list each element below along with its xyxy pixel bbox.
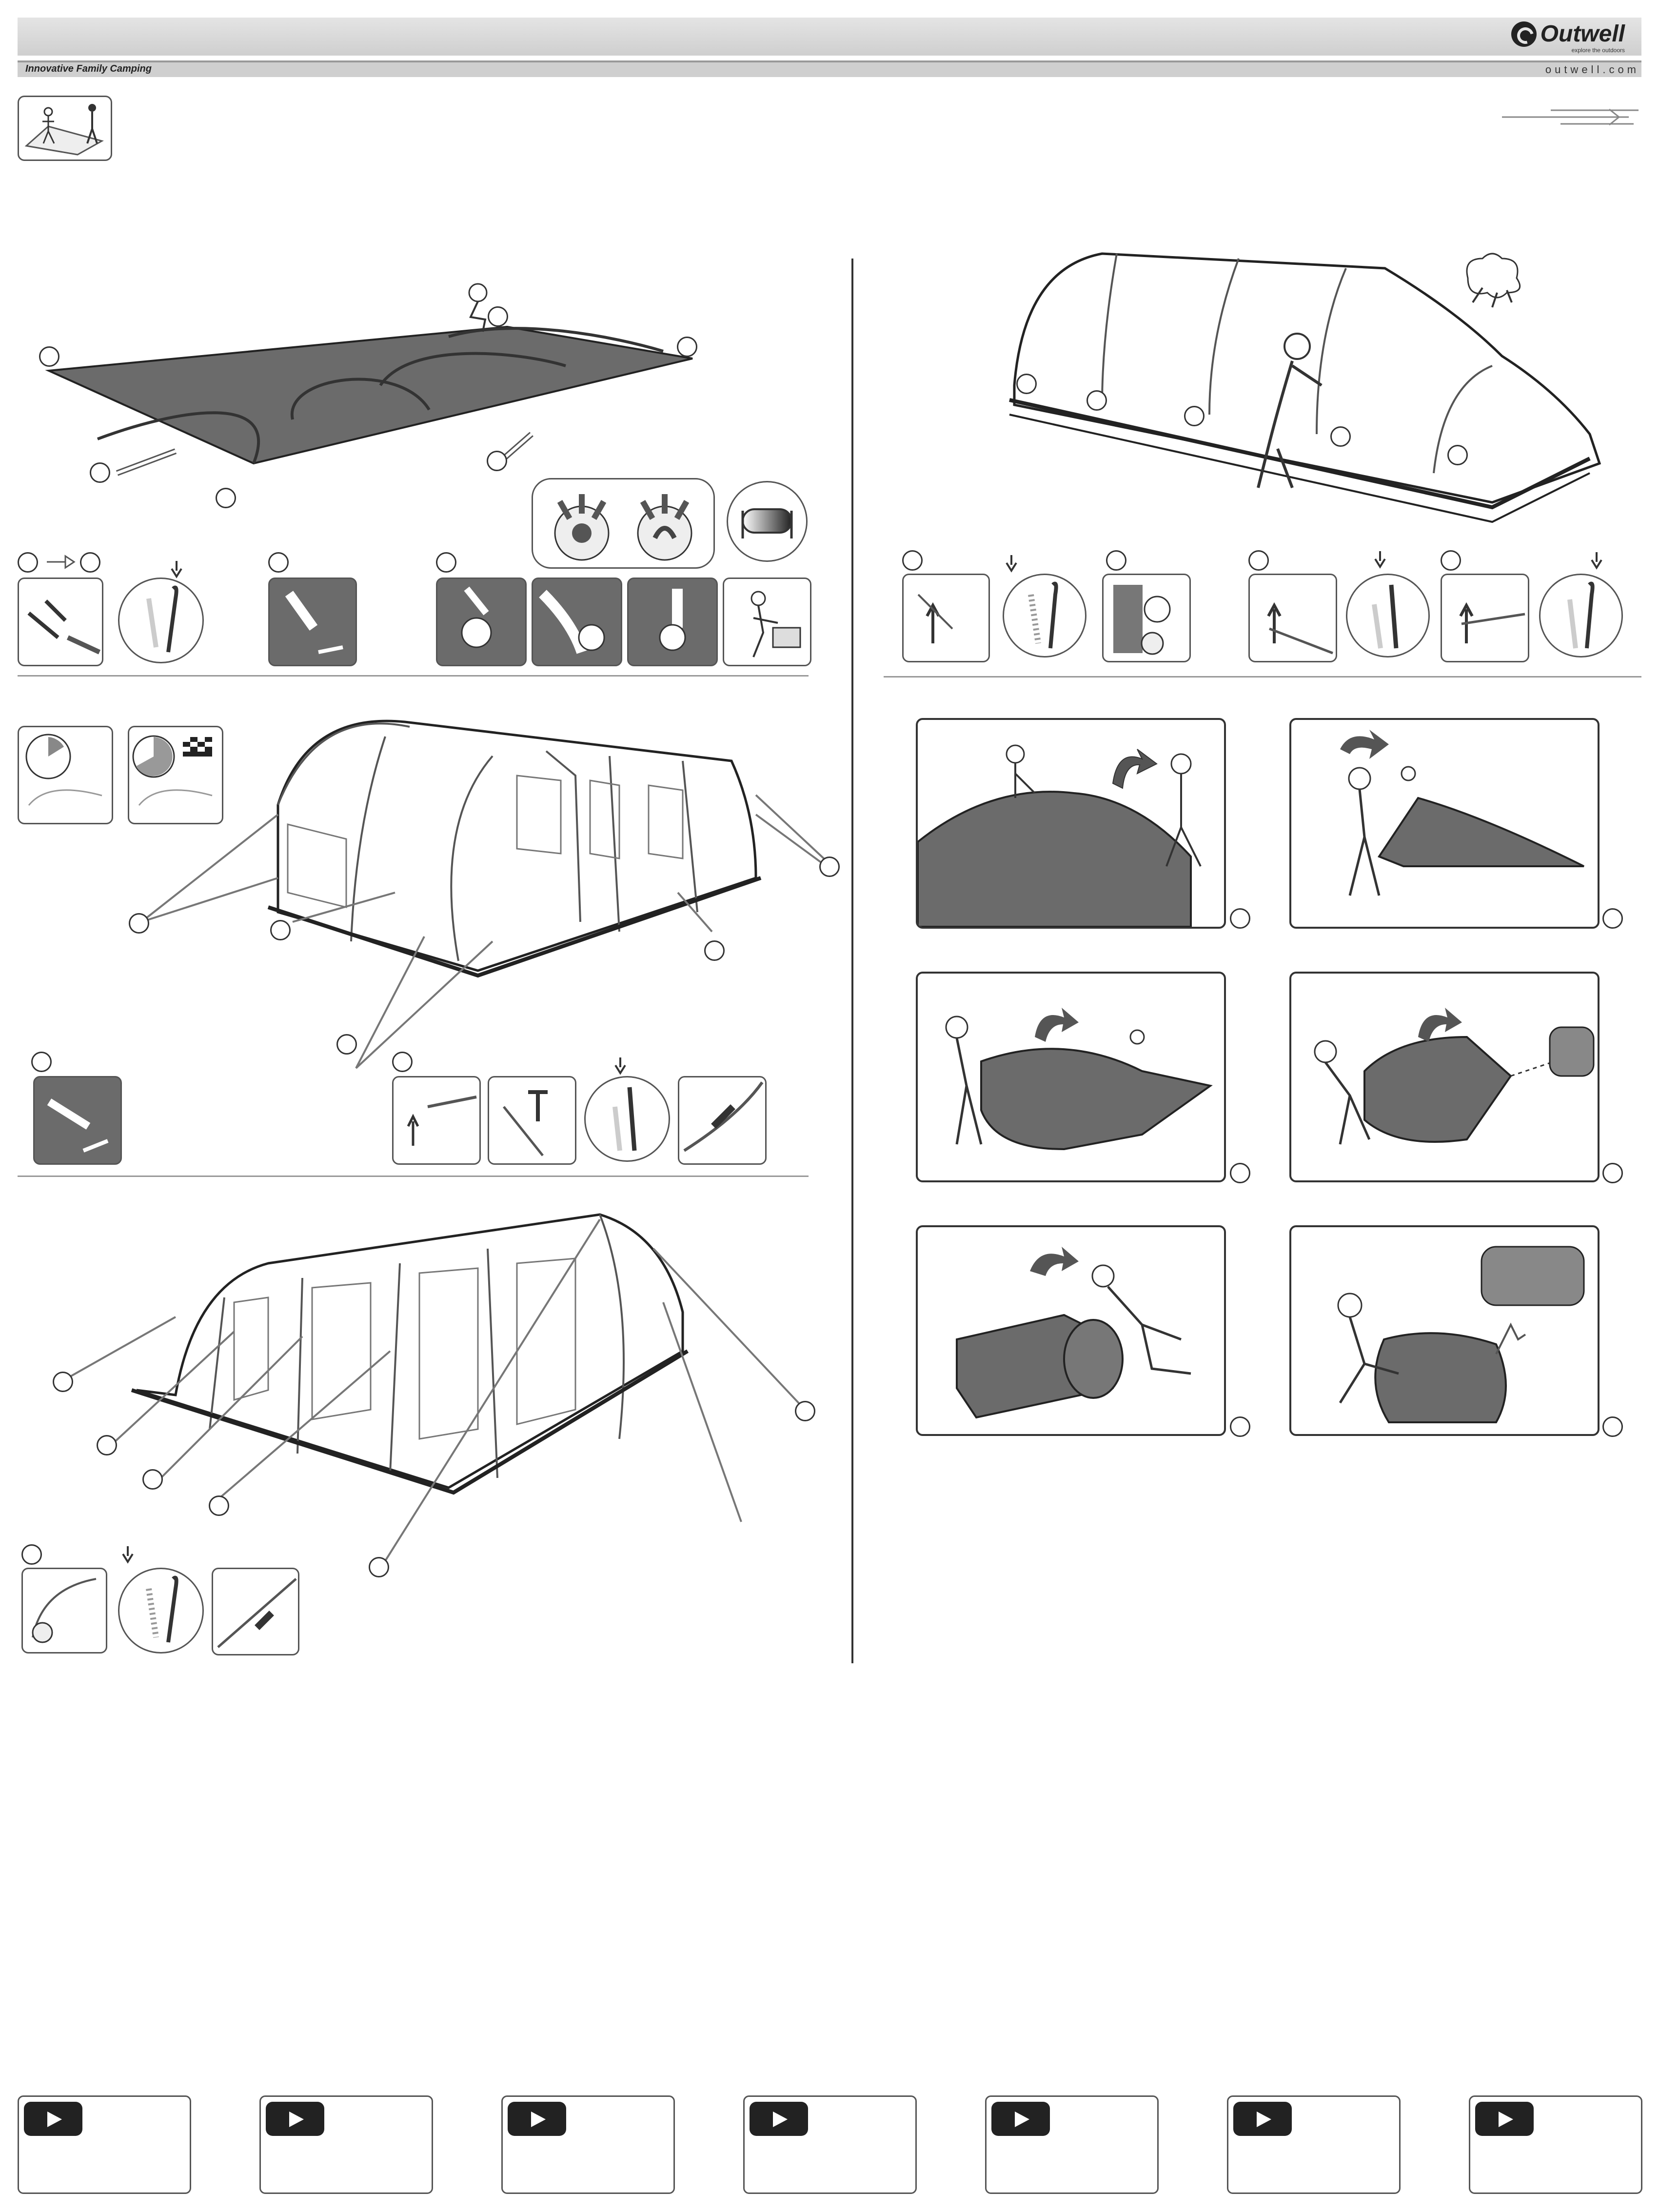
step-number-marker [902, 550, 923, 571]
tagline: Innovative Family Camping [25, 63, 152, 74]
packing-step-panel [1289, 972, 1600, 1182]
valve-icon [627, 578, 718, 666]
step-number-marker [268, 552, 289, 573]
guyline-release-icon [1248, 574, 1337, 662]
step-number-marker [53, 1372, 73, 1392]
peg-icon [1003, 574, 1086, 658]
packing-step-panel [916, 972, 1226, 1182]
header-bar [18, 18, 1641, 59]
step-number-marker [1602, 1163, 1623, 1183]
column-divider [851, 259, 853, 1663]
peg-icon [584, 1076, 670, 1162]
step-number-marker [392, 1052, 413, 1072]
zip-icon [33, 1076, 122, 1165]
video-link-6[interactable] [1227, 2095, 1401, 2194]
play-icon[interactable] [1233, 2102, 1292, 2136]
step-number-marker [21, 1544, 42, 1565]
step-number-marker [1447, 445, 1468, 465]
step-number-marker [1230, 908, 1250, 929]
step-number-marker [216, 488, 236, 508]
valve-icon [436, 578, 527, 666]
sub-header-bar [18, 62, 1641, 77]
guyline-adjuster-icon [212, 1568, 299, 1655]
valve-icon [1102, 574, 1191, 662]
step-number-marker [31, 1052, 52, 1072]
play-icon[interactable] [750, 2102, 808, 2136]
step-number-marker [39, 346, 59, 367]
step-number-marker [1086, 390, 1107, 411]
step-number-marker [270, 920, 291, 940]
brand-name: Outwell [1540, 21, 1625, 47]
step-number-marker [1230, 1163, 1250, 1183]
guyline-icon [392, 1076, 481, 1165]
step-number-marker [488, 306, 508, 327]
packing-step-panel [1289, 1225, 1600, 1436]
step-number-marker [795, 1401, 815, 1421]
tent-rear-illustration [49, 1205, 829, 1575]
decorative-swoosh-icon [1502, 102, 1639, 132]
video-link-3[interactable] [501, 2095, 675, 2194]
peg-icon [118, 1568, 204, 1654]
hammer-icon [488, 1076, 576, 1165]
step-number-marker [1230, 1416, 1250, 1437]
tension-strap-icon [678, 1076, 767, 1165]
section-divider [18, 675, 809, 677]
zip-icon [268, 578, 357, 666]
valve-icon [532, 478, 715, 569]
step-number-marker [142, 1469, 163, 1490]
step-number-marker [129, 913, 149, 934]
step-number-marker [369, 1557, 389, 1577]
pitch-site-icon [18, 96, 112, 161]
step-number-marker [436, 552, 456, 573]
play-icon[interactable] [266, 2102, 324, 2136]
pump-hose-icon [532, 578, 622, 666]
step-number-marker [1184, 406, 1205, 426]
step-number-marker [1248, 550, 1269, 571]
step-number-marker [1602, 908, 1623, 929]
website-url[interactable]: outwell.com [1545, 63, 1639, 76]
groundsheet-illustration [29, 263, 712, 507]
clock-icon [18, 726, 113, 824]
step-number-marker [336, 1034, 357, 1055]
section-divider [18, 1176, 809, 1177]
video-link-7[interactable] [1469, 2095, 1642, 2194]
packing-step-panel [916, 1225, 1226, 1436]
step-number-marker [18, 552, 38, 573]
packing-step-panel [1289, 718, 1600, 929]
step-number-marker [97, 1435, 117, 1455]
section-divider [884, 676, 1641, 678]
step-number-marker [209, 1495, 229, 1516]
video-link-4[interactable] [743, 2095, 917, 2194]
step-number-marker [819, 857, 840, 877]
storage-bag-icon [1481, 1247, 1584, 1305]
guyline-release-icon [1441, 574, 1529, 662]
brand-slogan: explore the outdoors [1571, 47, 1625, 54]
step-number-marker [1330, 426, 1351, 447]
step-number-marker [1441, 550, 1461, 571]
step-number-marker [677, 337, 697, 357]
brand-logo [1511, 21, 1625, 47]
arrow-right-icon [46, 554, 75, 570]
step-number-marker [487, 451, 507, 471]
hammer-icon [18, 578, 103, 666]
play-icon[interactable] [991, 2102, 1050, 2136]
play-icon[interactable] [24, 2102, 82, 2136]
video-link-1[interactable] [18, 2095, 191, 2194]
step-number-marker [1602, 1416, 1623, 1437]
tent-front-illustration [122, 717, 844, 1049]
step-number-marker [90, 462, 110, 483]
peg-icon [1346, 574, 1430, 658]
packing-step-panel [916, 718, 1226, 929]
step-number-marker [704, 940, 725, 961]
step-number-marker [1106, 550, 1126, 571]
video-link-2[interactable] [259, 2095, 433, 2194]
video-link-5[interactable] [985, 2095, 1159, 2194]
play-icon[interactable] [1475, 2102, 1534, 2136]
tent-deflating-illustration [1005, 239, 1639, 532]
tent-corner-icon [21, 1568, 107, 1654]
peg-icon [1539, 574, 1623, 658]
step-number-marker [80, 552, 100, 573]
wind-icon [1458, 249, 1531, 307]
pump-icon [723, 578, 811, 666]
pressure-gauge-icon [727, 481, 808, 562]
peg-removal-icon [902, 574, 990, 662]
peg-icon [118, 578, 204, 663]
step-number-marker [1016, 374, 1037, 394]
play-icon[interactable] [508, 2102, 566, 2136]
outwell-logo-icon [1511, 21, 1537, 47]
